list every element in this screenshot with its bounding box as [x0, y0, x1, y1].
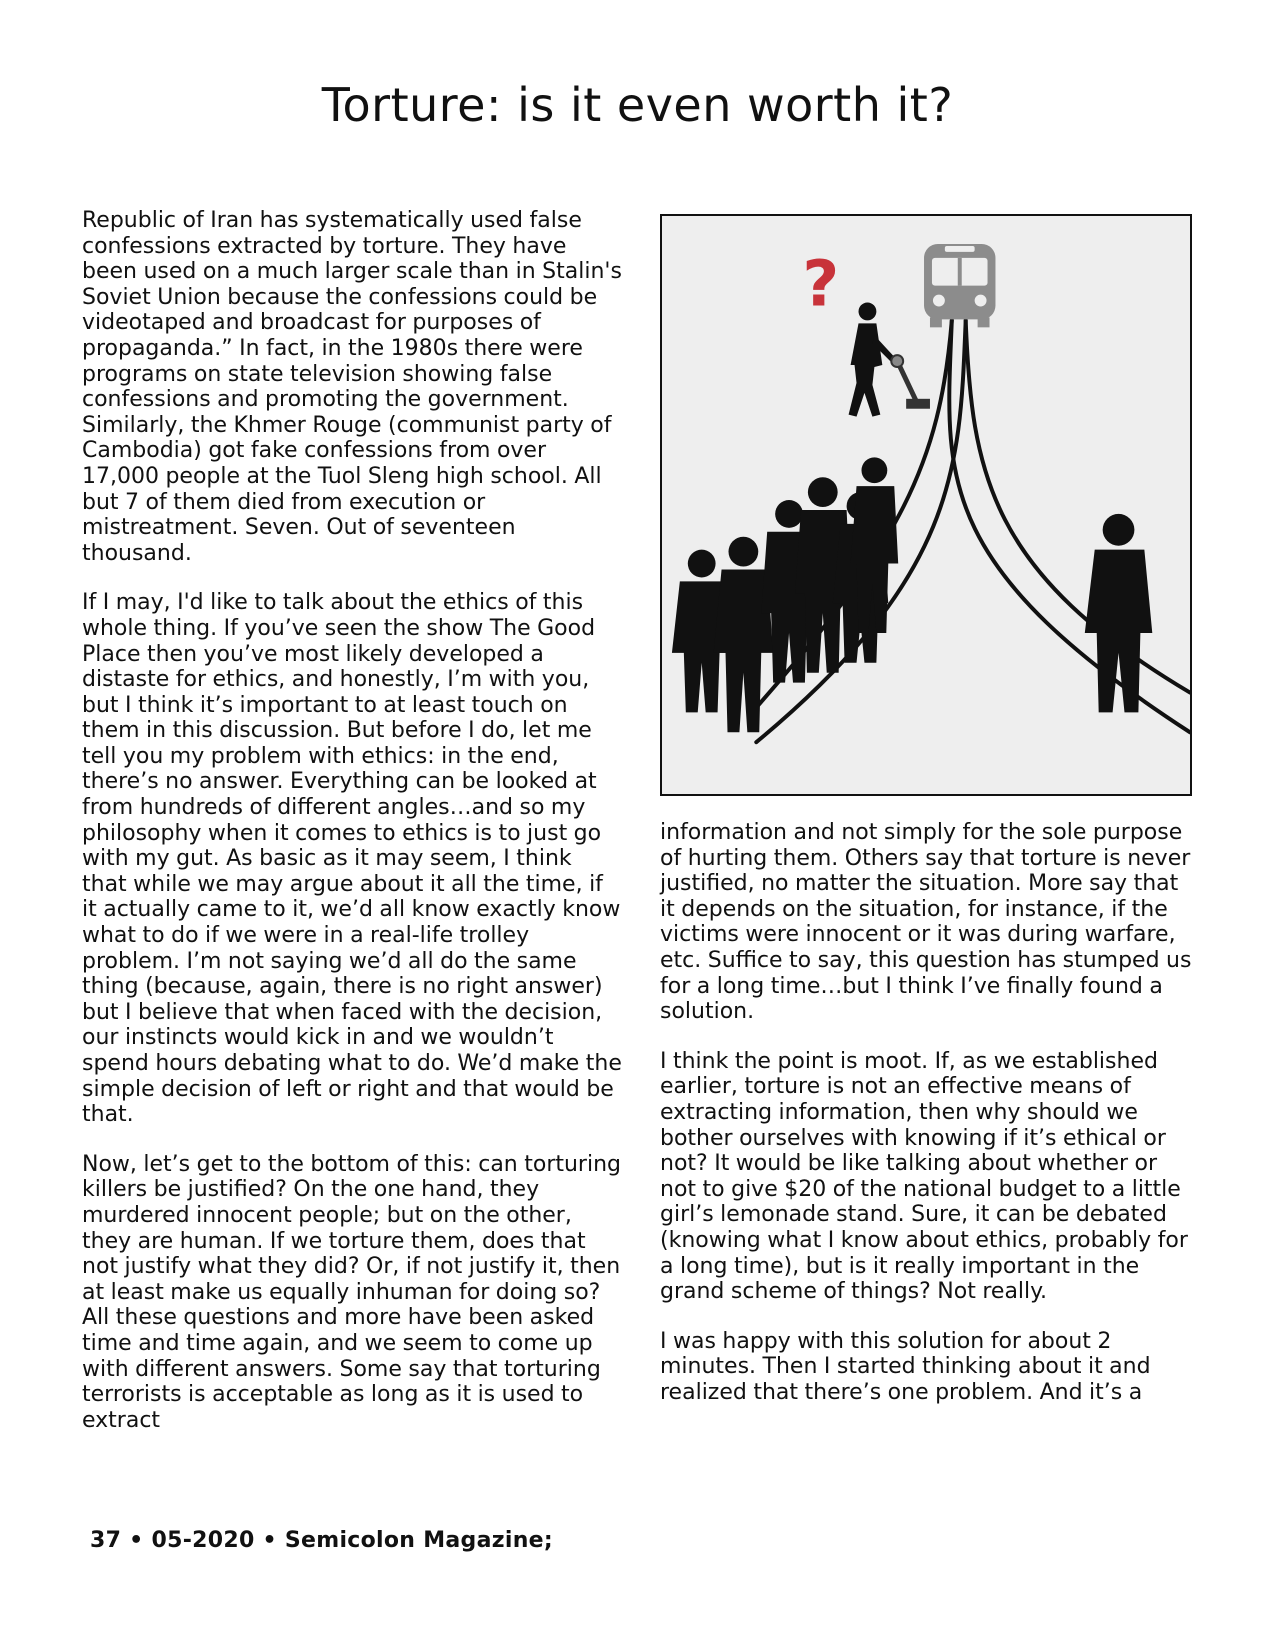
paragraph: If I may, I'd like to talk about the ethics of this whole thing. If you’ve seen the show The Good Place then you’ve most likely developed a distaste for ethics, and honestly, I’m with you, but I think it’s important to at least touch on them in this discussion. But before I do, let me tell you my problem with ethics: in the end, there’s no answer. Everything can be looked at from hundreds of different angles…and so my philosophy when it comes to ethics is to just go with my gut. As basic as it may seem, I think that while we may argue about it all the time, if it actually came to it, we’d all know exactly know what to do if we were in a real-life trolley problem. I’m not saying we’d all do the same thing (because, again, there is no right answer) but I believe that when faced with the decision, our instincts would kick in and we wouldn’t spend hours debating what to do. We’d make the simple decision of left or right and that would be that. — [82, 590, 622, 1128]
left-column — [82, 208, 622, 1457]
paragraph: I think the point is moot. If, as we established earlier, torture is not an effective means of extracting information, then why should we bother ourselves with knowing if it’s ethical or not? It would be like talking about whether or not to give $20 of the national budget to a little girl’s lemonade stand. Sure, it can be debated (knowing what I know about ethics, probably for a long time), but is it really important in the grand scheme of things? Not really. — [660, 1048, 1188, 1305]
paragraph: Republic of Iran has systematically used false confessions extracted by torture. They have been used on a much larger scale than in Stalin's Soviet Union because the confessions could be videotaped and broadcast for purposes of propaganda.” In fact, in the 1980s there were programs on state television showing false confessions and promoting the government. Similarly, the Khmer Rouge (communist party of Cambodia) got fake confessions from over 17,000 people at the Tuol Sleng high school. All but 7 of them died from execution or mistreatment. Seven. Out of seventeen thousand. — [82, 208, 622, 566]
person-silhouette — [714, 537, 774, 733]
group-of-people-silhouettes — [672, 457, 898, 732]
train-icon — [924, 244, 995, 327]
article-title: Torture: is it even worth it? — [321, 78, 954, 132]
lever-icon — [891, 355, 930, 409]
question-mark-icon: ? — [802, 246, 840, 321]
paragraph: I was happy with this solution for about 2 minutes. Then I started thinking about it and realized that there’s one problem. And it’s a — [660, 1328, 1151, 1405]
trolley-illustration-svg — [662, 216, 1190, 794]
paragraph: Now, let’s get to the bottom of this: can torturing killers be justified? On the one hand, they murdered innocent people; but on the other, they are human. If we torture them, does that not justify what they did? Or, if not justify it, then at least make us equally inhuman for doing so? All these questions and more have been asked time and time again, and we seem to come up with different answers. Some say that torturing terrorists is acceptable as long as it is used to extract — [82, 1151, 622, 1433]
right-column — [660, 820, 1195, 1429]
trolley-problem-illustration — [660, 214, 1192, 796]
page-footer: 37 • 05-2020 • Semicolon Magazine; — [90, 1528, 553, 1553]
paragraph: information and not simply for the sole purpose of hurting them. Others say that torture is never justified, no matter the situation. More say that it depends on the situation, for instance, if the victims were innocent or it was during warfare, etc. Suffice to say, this question has stumped us for a long time…but I think I’ve finally found a solution. — [660, 820, 1192, 1025]
